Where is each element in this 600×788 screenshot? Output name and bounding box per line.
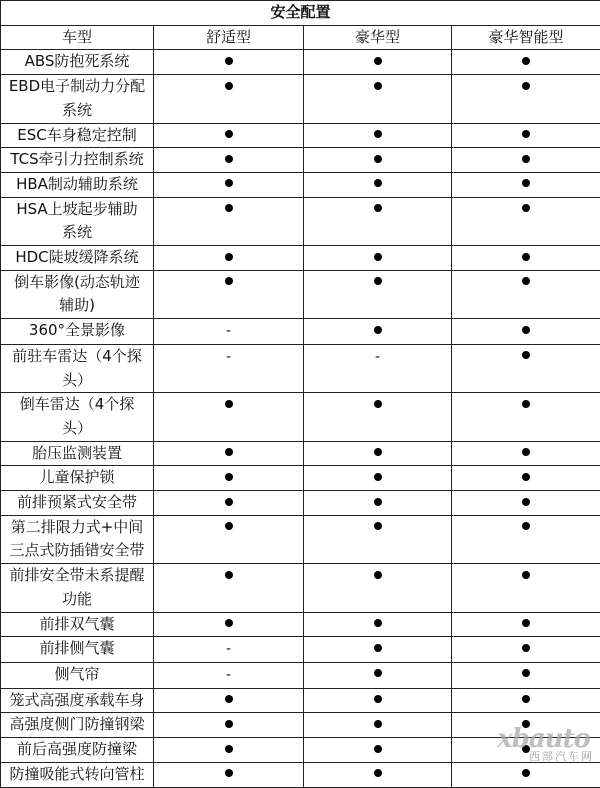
standard-dot-icon [522, 57, 530, 65]
config-cell [452, 637, 600, 663]
standard-dot-icon [522, 179, 530, 187]
table-row [1, 172, 600, 197]
standard-dot-icon [374, 644, 382, 652]
config-cell [154, 466, 304, 491]
table-row [1, 319, 600, 345]
standard-dot-icon [522, 130, 530, 138]
table-row [1, 713, 600, 738]
not-available-dash: - [375, 346, 380, 370]
standard-dot-icon [522, 448, 530, 456]
feature-name: 防撞吸能式转向管柱 [1, 762, 154, 787]
table-header-row [1, 25, 600, 50]
config-cell [154, 75, 304, 123]
standard-dot-icon [374, 400, 382, 408]
standard-dot-icon [522, 204, 530, 212]
standard-dot-icon [522, 571, 530, 579]
table-row [1, 123, 600, 148]
config-cell [452, 123, 600, 148]
standard-dot-icon [374, 720, 382, 728]
standard-dot-icon [522, 669, 530, 677]
config-cell [304, 148, 452, 173]
config-cell [154, 612, 304, 637]
standard-dot-icon [374, 179, 382, 187]
table-row [1, 393, 600, 441]
config-cell [304, 393, 452, 441]
header-comfort: 舒适型 [154, 25, 304, 50]
standard-dot-icon [522, 253, 530, 261]
config-cell [452, 466, 600, 491]
config-cell [452, 662, 600, 688]
config-cell [452, 612, 600, 637]
config-cell [452, 148, 600, 173]
feature-name: 前驻车雷达（4个探 头） [1, 344, 154, 392]
standard-dot-icon [225, 400, 233, 408]
config-cell [452, 564, 600, 612]
table-row [1, 344, 600, 392]
config-cell [304, 515, 452, 563]
config-cell [304, 713, 452, 738]
config-cell [452, 50, 600, 75]
table-title: 安全配置 [1, 1, 600, 26]
standard-dot-icon [225, 179, 233, 187]
feature-name: 360°全景影像 [1, 319, 154, 345]
standard-dot-icon [225, 571, 233, 579]
feature-name: ABS防抱死系统 [1, 50, 154, 75]
not-available-dash: - [226, 320, 231, 344]
feature-name: 前排安全带未系提醒 功能 [1, 564, 154, 612]
config-cell [452, 197, 600, 245]
config-cell [304, 612, 452, 637]
table-row [1, 564, 600, 612]
header-luxury: 豪华型 [304, 25, 452, 50]
config-cell [154, 637, 304, 663]
table-row [1, 270, 600, 318]
standard-dot-icon [522, 644, 530, 652]
feature-name: 第二排限力式+中间 三点式防插错安全带 [1, 515, 154, 563]
config-cell [452, 75, 600, 123]
feature-name: 前排侧气囊 [1, 637, 154, 663]
standard-dot-icon [522, 82, 530, 90]
table-row [1, 148, 600, 173]
config-cell [452, 688, 600, 713]
config-cell [154, 270, 304, 318]
config-cell [304, 762, 452, 787]
table-row [1, 75, 600, 123]
standard-dot-icon [522, 522, 530, 530]
feature-name: HDC陡坡缓降系统 [1, 246, 154, 271]
table-row [1, 662, 600, 688]
standard-dot-icon [374, 204, 382, 212]
feature-name: 前后高强度防撞梁 [1, 738, 154, 763]
config-cell [154, 491, 304, 516]
standard-dot-icon [374, 498, 382, 506]
feature-name: 儿童保护锁 [1, 466, 154, 491]
standard-dot-icon [374, 326, 382, 334]
standard-dot-icon [374, 57, 382, 65]
config-cell [304, 123, 452, 148]
config-cell [304, 344, 452, 392]
config-cell [304, 738, 452, 763]
standard-dot-icon [374, 695, 382, 703]
config-cell [304, 637, 452, 663]
feature-name: 前排双气囊 [1, 612, 154, 637]
standard-dot-icon [522, 326, 530, 334]
feature-name: 胎压监测装置 [1, 441, 154, 466]
standard-dot-icon [522, 769, 530, 777]
config-cell [154, 564, 304, 612]
standard-dot-icon [522, 498, 530, 506]
table-row [1, 762, 600, 787]
config-cell [304, 662, 452, 688]
feature-name: 前排预紧式安全带 [1, 491, 154, 516]
config-cell [452, 246, 600, 271]
standard-dot-icon [225, 130, 233, 138]
config-cell [154, 344, 304, 392]
table-row [1, 466, 600, 491]
feature-name: ESC车身稳定控制 [1, 123, 154, 148]
feature-name: 侧气帘 [1, 662, 154, 688]
standard-dot-icon [522, 277, 530, 285]
table-row [1, 688, 600, 713]
standard-dot-icon [225, 745, 233, 753]
standard-dot-icon [225, 277, 233, 285]
config-cell [154, 246, 304, 271]
config-cell [154, 515, 304, 563]
standard-dot-icon [374, 619, 382, 627]
config-cell [154, 762, 304, 787]
config-cell [304, 75, 452, 123]
feature-name: HBA制动辅助系统 [1, 172, 154, 197]
table-row [1, 637, 600, 663]
config-cell [154, 197, 304, 245]
standard-dot-icon [522, 400, 530, 408]
table-row [1, 491, 600, 516]
standard-dot-icon [374, 277, 382, 285]
config-cell [452, 441, 600, 466]
standard-dot-icon [374, 571, 382, 579]
config-cell [304, 270, 452, 318]
not-available-dash: - [226, 638, 231, 662]
standard-dot-icon [522, 695, 530, 703]
config-cell [304, 441, 452, 466]
table-row [1, 441, 600, 466]
standard-dot-icon [522, 619, 530, 627]
config-cell [304, 466, 452, 491]
config-cell [154, 441, 304, 466]
standard-dot-icon [522, 473, 530, 481]
feature-name: HSA上坡起步辅助 系统 [1, 197, 154, 245]
config-cell [452, 344, 600, 392]
config-cell [304, 50, 452, 75]
watermark-sub: 西部汽车网 [529, 748, 594, 764]
config-cell [304, 319, 452, 345]
standard-dot-icon [225, 619, 233, 627]
config-cell [452, 515, 600, 563]
standard-dot-icon [374, 522, 382, 530]
config-cell [154, 393, 304, 441]
table-row [1, 50, 600, 75]
standard-dot-icon [225, 253, 233, 261]
feature-name: 倒车雷达（4个探 头） [1, 393, 154, 441]
config-cell [452, 738, 600, 763]
feature-name: EBD电子制动力分配 系统 [1, 75, 154, 123]
feature-name: 高强度侧门防撞钢梁 [1, 713, 154, 738]
standard-dot-icon [225, 522, 233, 530]
config-cell [154, 319, 304, 345]
config-cell [154, 148, 304, 173]
standard-dot-icon [225, 695, 233, 703]
standard-dot-icon [225, 720, 233, 728]
config-cell [304, 564, 452, 612]
standard-dot-icon [225, 82, 233, 90]
standard-dot-icon [225, 498, 233, 506]
standard-dot-icon [225, 473, 233, 481]
table-title-row [1, 1, 600, 26]
config-cell [452, 393, 600, 441]
standard-dot-icon [374, 253, 382, 261]
config-cell [304, 246, 452, 271]
watermark-logo: xbauto [497, 724, 590, 754]
standard-dot-icon [522, 351, 530, 359]
not-available-dash: - [226, 346, 231, 370]
feature-name: TCS牵引力控制系统 [1, 148, 154, 173]
not-available-dash: - [226, 664, 231, 688]
config-cell [452, 172, 600, 197]
standard-dot-icon [225, 57, 233, 65]
config-cell [304, 688, 452, 713]
config-cell [154, 713, 304, 738]
config-cell [154, 50, 304, 75]
config-cell [154, 662, 304, 688]
config-cell [452, 319, 600, 345]
standard-dot-icon [374, 130, 382, 138]
header-model-label: 车型 [1, 25, 154, 50]
config-cell [154, 738, 304, 763]
standard-dot-icon [225, 155, 233, 163]
config-cell [304, 491, 452, 516]
config-cell [452, 762, 600, 787]
standard-dot-icon [522, 720, 530, 728]
header-luxury-smart: 豪华智能型 [452, 25, 600, 50]
standard-dot-icon [374, 82, 382, 90]
table-row [1, 246, 600, 271]
standard-dot-icon [522, 745, 530, 753]
standard-dot-icon [374, 745, 382, 753]
standard-dot-icon [374, 155, 382, 163]
config-cell [452, 491, 600, 516]
table-row [1, 515, 600, 563]
standard-dot-icon [225, 769, 233, 777]
standard-dot-icon [225, 204, 233, 212]
table-row [1, 612, 600, 637]
feature-name: 笼式高强度承载车身 [1, 688, 154, 713]
standard-dot-icon [225, 448, 233, 456]
standard-dot-icon [522, 155, 530, 163]
standard-dot-icon [374, 669, 382, 677]
standard-dot-icon [374, 448, 382, 456]
config-cell [154, 688, 304, 713]
config-cell [452, 713, 600, 738]
config-cell [304, 172, 452, 197]
table-row [1, 197, 600, 245]
table-row [1, 738, 600, 763]
standard-dot-icon [374, 473, 382, 481]
standard-dot-icon [374, 769, 382, 777]
feature-name: 倒车影像(动态轨迹 辅助) [1, 270, 154, 318]
config-cell [304, 197, 452, 245]
config-cell [154, 123, 304, 148]
config-cell [154, 172, 304, 197]
config-cell [452, 270, 600, 318]
